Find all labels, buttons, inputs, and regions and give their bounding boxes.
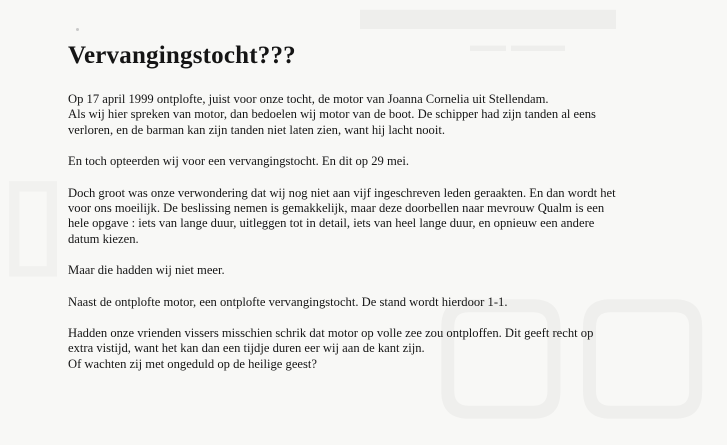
document-title: Vervangingstocht??? <box>68 42 296 69</box>
text-line: voor ons moeilijk. De beslissing nemen is gemakkelijk, maar deze doorbellen naar mevrouw Qualm is een <box>68 201 605 216</box>
text-line: Op 17 april 1999 ontplofte, juist voor onze tocht, de motor van Joanna Cornelia uit Stellendam. <box>68 92 549 106</box>
paragraph-2 <box>68 154 718 169</box>
paragraph-1 <box>68 92 718 138</box>
paragraph-3 <box>68 186 718 248</box>
text-line: Naast de ontplofte motor, een ontplofte vervangingstocht. De stand wordt hierdoor 1-1. <box>68 294 508 309</box>
text-line: hele opgave : iets van lange duur, uitleggen tot in detail, iets van heel lange duur, en opnieuw een andere <box>68 216 595 231</box>
scan-speck <box>76 28 79 31</box>
text-line: Als wij hier spreken van motor, dan bedoelen wij motor van de boot. De schipper had zijn tanden al eens <box>68 107 596 122</box>
paragraph-4 <box>68 263 718 278</box>
text-line: verloren, en de barman kan zijn tanden niet laten zien, want hij lacht nooit. <box>68 122 445 137</box>
document-body <box>68 42 718 388</box>
text-line: Doch groot was onze verwondering dat wij nog niet aan vijf ingeschreven leden geraakten. En dan wordt het <box>68 185 616 200</box>
paragraph-6 <box>68 326 718 372</box>
show-through-mark <box>360 0 616 44</box>
text-line: datum kiezen. <box>68 231 139 246</box>
text-line: Maar die hadden wij niet meer. <box>68 263 225 278</box>
show-through-mark <box>0 150 66 289</box>
text-line: Hadden onze vrienden vissers misschien schrik dat motor op volle zee zou ontploffen. Dit geeft recht op <box>68 326 594 341</box>
paragraph-5 <box>68 295 718 310</box>
text-line: extra vistijd, want het kan dan een tijdje duren eer wij aan de kant zijn. <box>68 341 425 356</box>
text-line: En toch opteerden wij voor een vervangingstocht. En dit op 29 mei. <box>68 154 409 169</box>
text-line: Of wachten zij met ongeduld op de heilige geest? <box>68 356 317 371</box>
